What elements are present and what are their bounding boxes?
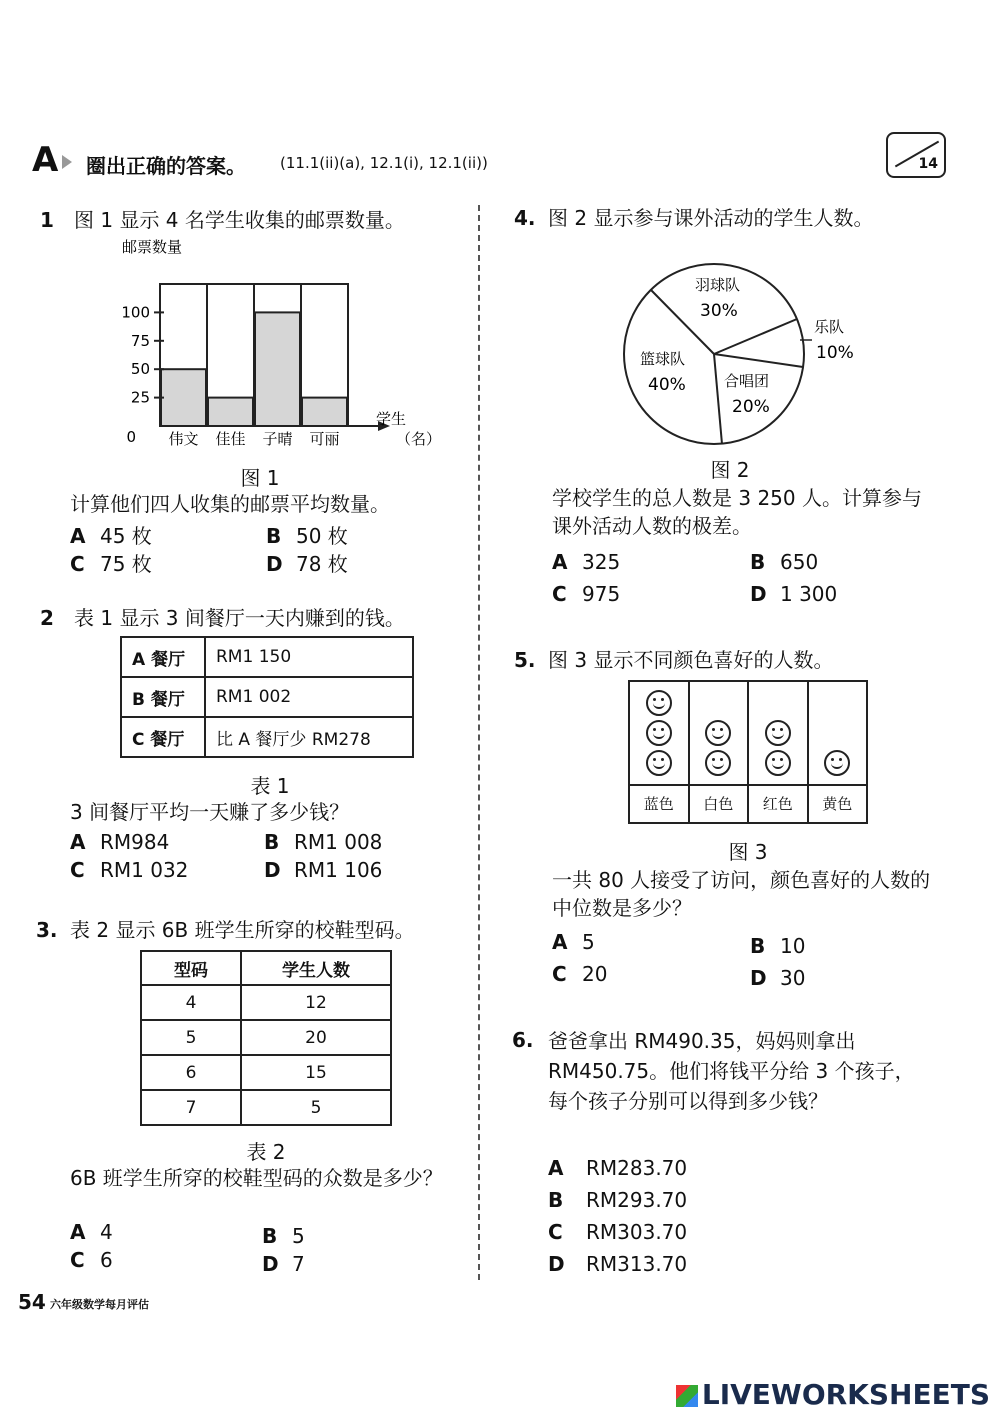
q1-bar-chart <box>110 232 450 464</box>
q5-text: 5. 图 3 显示不同颜色喜好的人数。 <box>514 648 834 672</box>
score-box <box>886 132 946 178</box>
q5-option-c[interactable]: C 20 <box>552 962 608 986</box>
bar-佳佳 <box>208 398 253 426</box>
pie-value: 40% <box>648 375 686 395</box>
smiley-icon <box>765 750 791 776</box>
smiley-icon <box>646 750 672 776</box>
smiley-icon <box>765 720 791 746</box>
q4-option-a[interactable]: A 325 <box>552 550 621 574</box>
q4-option-b[interactable]: B 650 <box>750 550 819 574</box>
q5-option-a[interactable]: A 5 <box>552 930 595 954</box>
q4-pie-chart <box>600 254 880 454</box>
pictograph-label: 蓝色 <box>630 784 688 822</box>
q2-table-caption: 表 1 <box>250 774 290 798</box>
q2-row-value: 比 A 餐厅少 RM278 <box>205 717 413 757</box>
section-letter: A <box>32 140 72 180</box>
q1-figure-caption: 图 1 <box>240 466 280 490</box>
pictograph-column <box>630 682 690 822</box>
q1-text: 1 图 1 显示 4 名学生收集的邮票数量。 <box>40 208 405 232</box>
pie-divider <box>714 354 722 444</box>
x-tick-label: 可丽 <box>309 430 340 448</box>
pie-value: 20% <box>732 397 770 417</box>
y-tick-label: 0 <box>126 428 136 446</box>
q3-question: 6B 班学生所穿的校鞋型码的众数是多少？ <box>70 1166 443 1190</box>
section-title: 圈出正确的答案。 <box>86 154 246 178</box>
q1-option-d[interactable]: D 78 枚 <box>266 552 348 576</box>
q6-option-a[interactable]: A RM283.70 <box>548 1156 688 1180</box>
q4-text: 4. 图 2 显示参与课外活动的学生人数。 <box>514 206 874 230</box>
q3-cell: 4 <box>141 985 241 1020</box>
pictograph-label: 白色 <box>690 784 748 822</box>
smiley-icon <box>824 750 850 776</box>
q1-option-b[interactable]: B 50 枚 <box>266 524 348 548</box>
q2-row-name: A 餐厅 <box>121 637 205 677</box>
pie-divider <box>651 290 714 354</box>
y-tick-label: 75 <box>130 331 150 350</box>
bar-伟文 <box>161 369 206 426</box>
q6-option-c[interactable]: C RM303.70 <box>548 1220 688 1244</box>
pie-label: 篮球队 <box>640 350 686 368</box>
q3-cell: 12 <box>241 985 391 1020</box>
q1-question: 计算他们四人收集的邮票平均数量。 <box>70 492 390 516</box>
q3-header: 学生人数 <box>241 951 391 985</box>
q6-option-d[interactable]: D RM313.70 <box>548 1252 688 1276</box>
q2-text: 2 表 1 显示 3 间餐厅一天内赚到的钱。 <box>40 606 405 630</box>
y-tick-label: 100 <box>121 303 150 322</box>
q2-table <box>120 636 414 758</box>
q4-question: 学校学生的总人数是 3 250 人。计算参与课外活动人数的极差。 <box>552 486 922 538</box>
x-tick-label: 子晴 <box>262 430 293 448</box>
y-tick-label: 50 <box>130 360 150 379</box>
q2-row-name: B 餐厅 <box>121 677 205 717</box>
x-axis-label-1: 学生 <box>376 410 407 428</box>
q5-option-b[interactable]: B 10 <box>750 934 806 958</box>
pie-divider <box>714 354 803 367</box>
q2-row-value: RM1 002 <box>205 677 413 717</box>
section-codes: (11.1(ii)(a), 12.1(i), 12.1(ii)) <box>280 154 488 172</box>
column-divider <box>478 205 480 1280</box>
q3-option-d[interactable]: D 7 <box>262 1252 305 1276</box>
q3-option-a[interactable]: A 4 <box>70 1220 113 1244</box>
x-tick-label: 佳佳 <box>215 430 246 448</box>
liveworksheets-icon <box>676 1385 698 1407</box>
q2-option-c[interactable]: C RM1 032 <box>70 858 189 882</box>
q3-cell: 20 <box>241 1020 391 1055</box>
q3-cell: 5 <box>241 1090 391 1125</box>
q5-pictograph <box>628 680 868 824</box>
brand-logo: LIVEWORKSHEETS <box>676 1378 990 1411</box>
pictograph-label: 红色 <box>749 784 807 822</box>
q2-option-d[interactable]: D RM1 106 <box>264 858 383 882</box>
score-total: 14 <box>918 156 938 172</box>
q3-cell: 6 <box>141 1055 241 1090</box>
pie-label: 乐队 <box>814 318 845 336</box>
smiley-icon <box>705 750 731 776</box>
x-tick-label: 伟文 <box>168 430 199 448</box>
q3-table <box>140 950 392 1126</box>
pictograph-column <box>809 682 867 822</box>
q5-option-d[interactable]: D 30 <box>750 966 806 990</box>
smiley-icon <box>705 720 731 746</box>
q3-cell: 15 <box>241 1055 391 1090</box>
bar-子晴 <box>255 312 300 426</box>
q6-option-b[interactable]: B RM293.70 <box>548 1188 688 1212</box>
q3-text: 3. 表 2 显示 6B 班学生所穿的校鞋型码。 <box>36 918 415 942</box>
pie-value: 30% <box>700 301 738 321</box>
q1-option-c[interactable]: C 75 枚 <box>70 552 152 576</box>
q4-figure-caption: 图 2 <box>710 458 750 482</box>
q2-option-a[interactable]: A RM984 <box>70 830 170 854</box>
q5-figure-caption: 图 3 <box>728 840 768 864</box>
y-axis-label: 邮票数量 <box>122 238 183 256</box>
q2-question: 3 间餐厅平均一天赚了多少钱？ <box>70 800 350 824</box>
q4-option-d[interactable]: D 1 300 <box>750 582 838 606</box>
q6-question: 爸爸拿出 RM490.35，妈妈则拿出 RM450.75。他们将钱平分给 3 个孩子，每个孩子分别可以得到多少钱？ <box>548 1029 915 1113</box>
q6-number: 6. <box>512 1028 534 1052</box>
q3-header: 型码 <box>141 951 241 985</box>
q4-option-c[interactable]: C 975 <box>552 582 621 606</box>
page-number: 54 <box>18 1290 46 1314</box>
smiley-icon <box>646 720 672 746</box>
q3-option-b[interactable]: B 5 <box>262 1224 305 1248</box>
q5-question: 一共 80 人接受了访问，颜色喜好的人数的中位数是多少？ <box>552 868 931 920</box>
q2-option-b[interactable]: B RM1 008 <box>264 830 383 854</box>
q3-table-caption: 表 2 <box>246 1140 286 1164</box>
book-title: 六年级数学每月评估 <box>50 1298 149 1311</box>
pie-divider <box>714 319 797 354</box>
bar-可丽 <box>302 398 347 426</box>
q2-row-name: C 餐厅 <box>121 717 205 757</box>
q3-cell: 5 <box>141 1020 241 1055</box>
smiley-icon <box>646 690 672 716</box>
pie-label: 羽球队 <box>695 276 741 294</box>
pie-label: 合唱团 <box>724 372 770 390</box>
q3-cell: 7 <box>141 1090 241 1125</box>
q2-row-value: RM1 150 <box>205 637 413 677</box>
y-tick-label: 25 <box>130 388 150 407</box>
pie-value: 10% <box>816 343 854 363</box>
x-axis-label-2: （名） <box>396 430 442 448</box>
pictograph-column <box>749 682 809 822</box>
triangle-icon <box>62 155 72 169</box>
q1-option-a[interactable]: A 45 枚 <box>70 524 152 548</box>
pictograph-column <box>690 682 750 822</box>
pictograph-label: 黄色 <box>809 784 867 822</box>
q3-option-c[interactable]: C 6 <box>70 1248 113 1272</box>
